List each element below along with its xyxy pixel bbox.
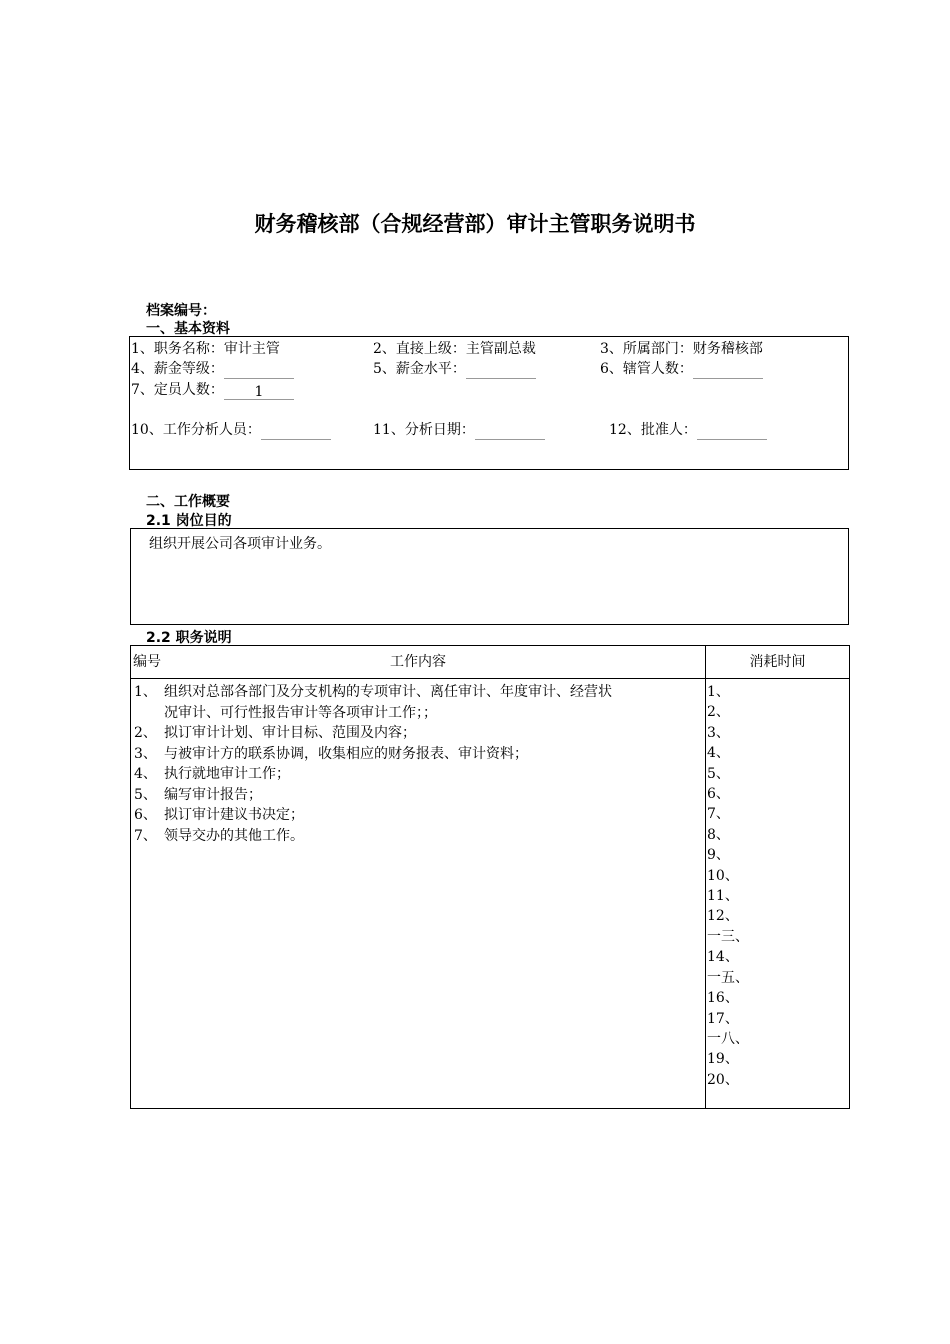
time-item[interactable]: 3、 (707, 724, 730, 741)
field-salary-grade (131, 360, 294, 379)
time-item[interactable]: 10、 (707, 867, 739, 884)
salary-level-value[interactable] (466, 362, 536, 379)
job-purpose-text: 组织开展公司各项审计业务。 (149, 536, 331, 552)
subordinates-value[interactable] (693, 362, 763, 379)
salary-level-label: 5、薪金水平： (373, 361, 466, 377)
approver-value[interactable] (697, 423, 767, 440)
duty-item: 7、 领导交办的其他工作。 (134, 827, 304, 844)
field-headcount (131, 381, 294, 400)
duties-heading: 2.2 职务说明 (146, 630, 232, 646)
field-direct-superior (373, 340, 536, 359)
time-item[interactable]: 7、 (707, 806, 730, 823)
document-title: 财务稽核部（合规经营部）审计主管职务说明书 (254, 212, 696, 236)
time-item[interactable]: 19、 (707, 1051, 739, 1068)
field-salary-level (373, 360, 536, 379)
field-analysis-date (373, 421, 545, 440)
analysis-date-label: 11、分析日期： (373, 422, 475, 438)
job-title-label: 1、职务名称： (131, 341, 224, 357)
approver-label: 12、批准人： (609, 422, 697, 438)
time-item[interactable]: 20、 (707, 1071, 739, 1088)
time-item[interactable]: 5、 (707, 765, 730, 782)
direct-superior-label: 2、直接上级： (373, 341, 466, 357)
job-analyst-value[interactable] (261, 423, 331, 440)
file-number-label: 档案编号： (146, 303, 216, 319)
duties-list (134, 682, 612, 846)
job-purpose-box (130, 528, 849, 625)
time-list (707, 682, 749, 1090)
time-item[interactable]: 1、 (707, 684, 730, 700)
time-item[interactable]: 8、 (707, 826, 730, 843)
job-analyst-label: 10、工作分析人员： (131, 422, 261, 438)
duty-item: 4、 执行就地审计工作； (134, 766, 290, 782)
header-time: 消耗时间 (749, 654, 806, 670)
time-item[interactable]: 9、 (707, 847, 730, 864)
time-item[interactable]: 17、 (707, 1010, 739, 1027)
headcount-value[interactable]: 1 (224, 383, 294, 400)
section-basic-info-heading: 一、基本资料 (146, 321, 230, 337)
field-department (600, 340, 763, 359)
duty-item: 3、 与被审计方的联系协调，收集相应的财务报表、审计资料； (134, 745, 528, 762)
field-job-analyst (131, 421, 331, 440)
job-purpose-heading: 2.1 岗位目的 (146, 513, 232, 529)
duty-item: 2、 拟订审计计划、审计目标、范围及内容； (134, 725, 416, 741)
table-header-divider (131, 678, 849, 679)
basic-info-box (129, 336, 849, 470)
salary-grade-value[interactable] (224, 362, 294, 379)
salary-grade-label: 4、薪金等级： (131, 361, 224, 377)
job-title-value[interactable]: 审计主管 (223, 341, 280, 357)
time-item[interactable]: 2、 (707, 704, 730, 721)
department-value[interactable]: 财务稽核部 (692, 341, 763, 357)
direct-superior-value[interactable]: 主管副总裁 (465, 341, 536, 357)
header-content: 工作内容 (390, 654, 446, 670)
time-item[interactable]: 一八、 (707, 1030, 749, 1047)
time-item[interactable]: 14、 (707, 949, 739, 966)
field-approver (609, 421, 767, 440)
time-item[interactable]: 12、 (707, 908, 739, 925)
field-subordinates (600, 360, 763, 379)
field-job-title (131, 340, 280, 359)
time-item[interactable]: 11、 (707, 888, 739, 905)
duty-item: 6、 拟订审计建议书决定； (134, 807, 304, 823)
duty-item-continuation: 况审计、可行性报告审计等各项审计工作；； (164, 704, 437, 721)
section-job-summary-heading: 二、工作概要 (146, 494, 230, 510)
table-column-divider (705, 646, 706, 1108)
time-item[interactable]: 4、 (707, 745, 730, 762)
header-number: 编号 (133, 654, 161, 670)
time-item[interactable]: 一五、 (707, 969, 749, 986)
subordinates-label: 6、辖管人数： (600, 361, 693, 377)
duty-item: 1、 组织对总部各部门及分支机构的专项审计、离任审计、年度审计、经营状 (134, 684, 612, 700)
department-label: 3、所属部门： (600, 341, 693, 357)
duty-item: 5、 编写审计报告； (134, 786, 262, 803)
analysis-date-value[interactable] (475, 423, 545, 440)
headcount-label: 7、定员人数： (131, 382, 224, 398)
time-item[interactable]: 一三、 (707, 928, 749, 945)
time-item[interactable]: 6、 (707, 786, 730, 803)
time-item[interactable]: 16、 (707, 990, 739, 1007)
